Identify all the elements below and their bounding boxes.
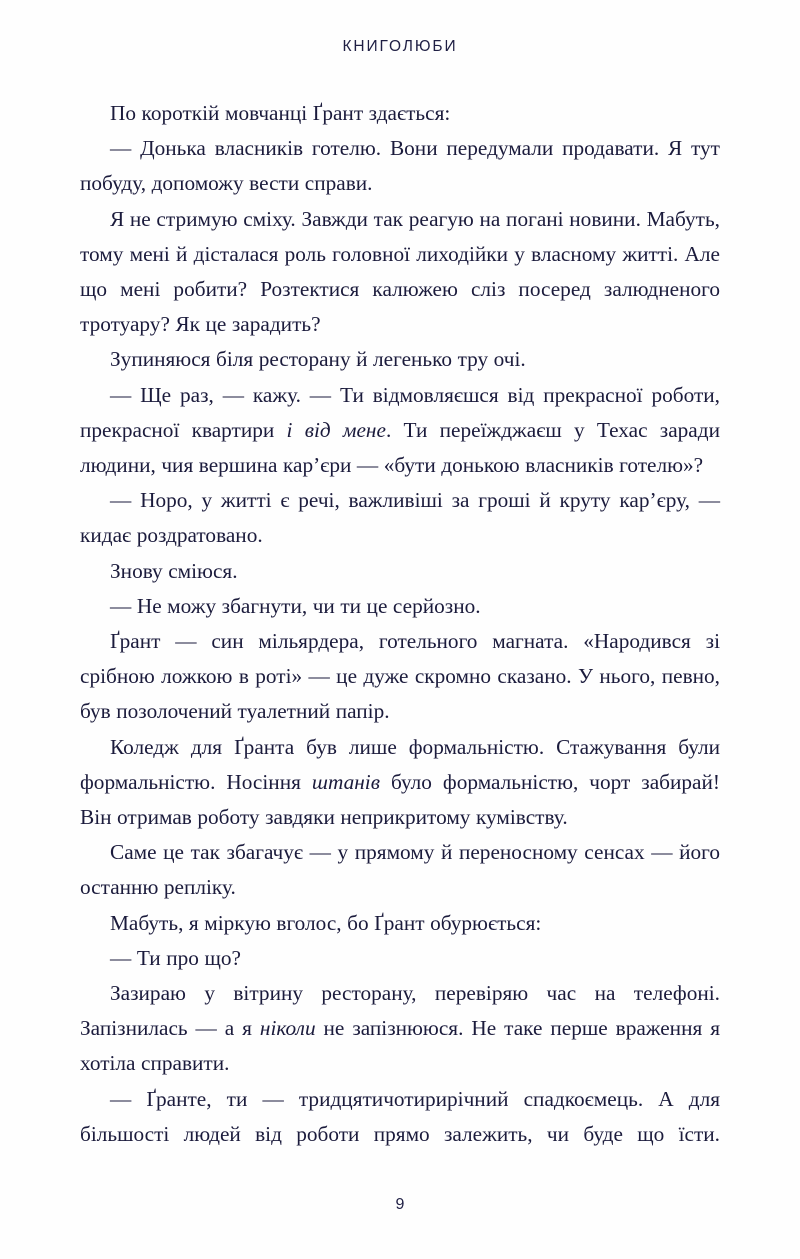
page-number: 9 <box>395 1196 405 1213</box>
paragraph-tail: не запізнююся. Не таке перше враження я хотіла справити. <box>80 1016 720 1076</box>
paragraph: Знову сміюся. <box>110 558 238 583</box>
paragraph: — Донька власників готелю. Вони передумали продавати. Я тут побуду, допоможу вести справи. <box>80 136 720 196</box>
paragraph: Ґрант — син мільярдера, готельного магната. «Народився зі срібною ложкою в роті» — це дуже скромно сказано. У нього, певно, був позолочений туалетний папір. <box>80 629 720 724</box>
paragraph: — Не можу збагнути, чи ти це серйозно. <box>110 593 481 618</box>
emphasis-text: і від мене <box>286 417 386 442</box>
running-head: КНИГОЛЮБИ <box>342 38 458 55</box>
paragraph: — Норо, у житті є речі, важливіші за гроші й круту кар’єру, — кидає роздратовано. <box>80 488 720 548</box>
paragraph <box>80 378 720 484</box>
body-text-block <box>80 96 720 1152</box>
paragraph-lead: Зазираю у вітрину ресторану, перевіряю час на телефоні. Запізнилась — а я <box>80 981 720 1041</box>
paragraph: Мабуть, я міркую вголос, бо Ґрант обурюється: <box>110 910 542 935</box>
paragraph-lead: Коледж для Ґранта був лише формальністю. Стажування були формальністю. Носіння <box>80 734 720 794</box>
paragraph: По короткій мовчанці Ґрант здається: <box>110 101 451 125</box>
paragraph: Я не стримую сміху. Завжди так реагую на погані новини. Мабуть, тому мені й дісталася роль головної лиходійки у власному житті. Але що мені робити? Розтектися калюжею сліз посеред залюдненого тротуару? Як це зарадить? <box>80 206 720 337</box>
paragraph: — Ти про що? <box>110 945 241 970</box>
paragraph: — Ґранте, ти — тридцятичотирирічний спадкоємець. А для більшості людей від роботи прямо залежить, чи буде що їсти. <box>80 1086 720 1146</box>
emphasis-text: штанів <box>311 769 380 794</box>
paragraph <box>80 976 720 1082</box>
paragraph-lead: — Ще раз, — кажу. — Ти відмовляєшся від прекрасної роботи, прекрасної квартири <box>80 382 720 442</box>
paragraph-tail: було формальністю, чорт забирай! Він отримав роботу завдяки неприкритому кумівству. <box>80 769 720 830</box>
emphasis-text: ніколи <box>259 1016 316 1041</box>
paragraph <box>80 730 720 836</box>
paragraph: Саме це так збагачує — у прямому й переносному сенсах — його останню репліку. <box>80 840 720 900</box>
paragraph: Зупиняюся біля ресторану й легенько тру очі. <box>110 347 526 372</box>
paragraph-tail: . Ти переїжджаєш у Техас заради людини, чия вершина кар’єри — «бути донькою власників готелю»? <box>80 417 720 478</box>
